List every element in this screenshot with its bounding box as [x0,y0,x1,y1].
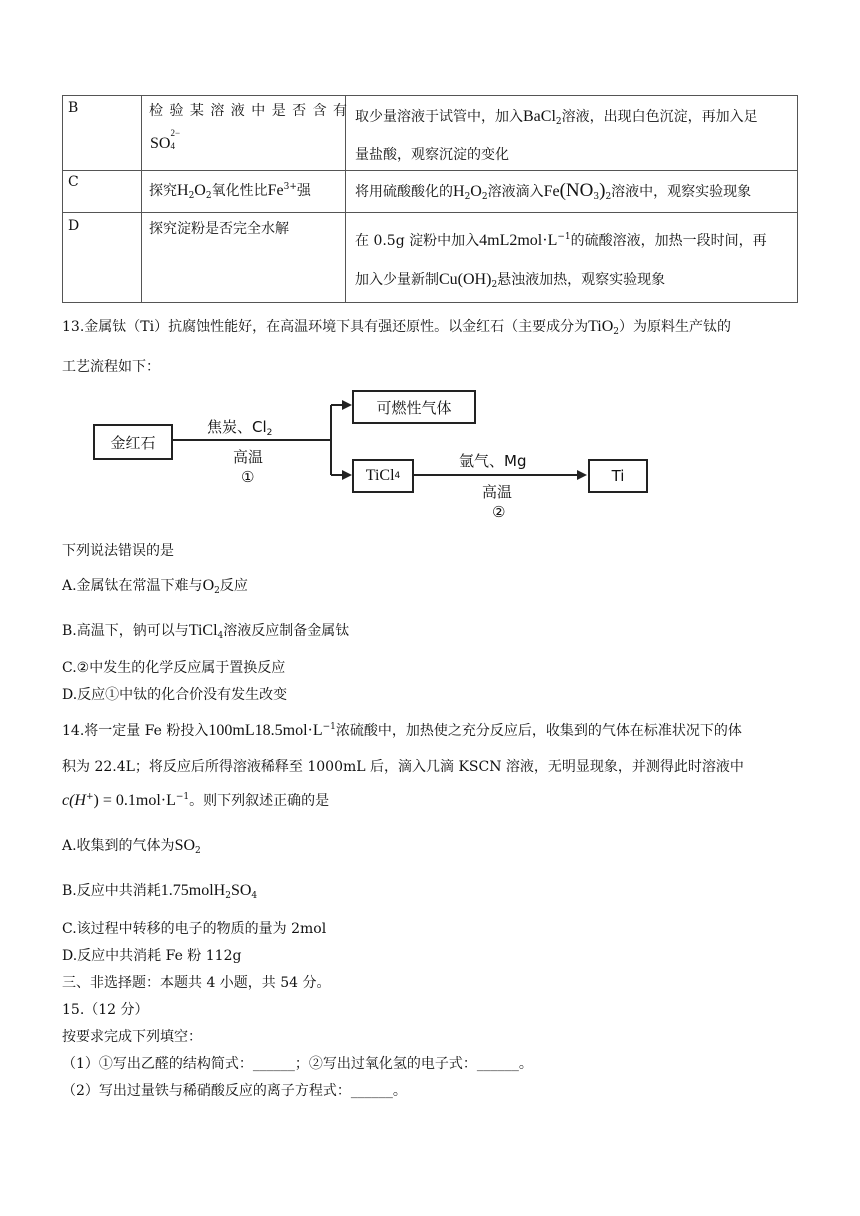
flow-arrows [0,0,860,560]
q14-option-a: A.收集到的气体为$SO_2$ [62,837,201,856]
q13-option-b: B.高温下，钠可以与TiCl$_4$溶液反应制备金属钛 [62,622,350,641]
q13-option-d: D.反应①中钛的化合价没有发生改变 [62,687,288,703]
q13-option-c: C.②中发生的化学反应属于置换反应 [62,660,286,676]
q14-option-c: C.该过程中转移的电子的物质的量为 2mol [62,921,327,937]
flow-box-rutile: 金红石 [93,424,173,460]
flow-step2-reagents: 氩气、Mg [459,452,527,470]
q15-part1: （1）①写出乙醛的结构简式：______；②写出过氧化氢的电子式：______。 [62,1056,533,1072]
row-d-method-line1: 在 0.5g 淀粉中加入$4mL2mol\cdot L^{-1}$的硫酸溶液，加热一段时间，再 [355,232,767,249]
flow-step2-number: ② [492,503,506,521]
section-3-heading: 三、非选择题：本题共 4 小题，共 54 分。 [62,975,331,991]
q13-prompt: 下列说法错误的是 [62,543,174,559]
row-d-label: D [68,218,80,234]
flow-box-ticl4: TiCl 4 [352,459,414,493]
row-c-label: C [68,174,79,190]
row-b-purpose: 检 验 某 溶 液 中 是 否 含 有 [149,103,349,119]
row-b-method-line2: 量盐酸，观察沉淀的变化 [355,147,509,163]
q14-stem-line1: 14.将一定量 Fe 粉投入$100mL18.5mol\cdot L^{-1}$浓硫酸中，加热使之充分反应后，收集到的气体在标准状况下的体 [62,722,742,739]
q14-option-b: B.反应中共消耗$1.75molH_2SO_4$ [62,882,258,901]
row-c-method: 将用硫酸酸化的$H_2O_2$溶液滴入$Fe(NO_3)_2$溶液中，观察实验现象 [355,180,752,202]
flow-box-ti: Ti [588,459,648,493]
flow-step2-condition: 高温 [482,483,513,501]
row-c-purpose: 探究$H_2O_2$氧化性比$Fe^{3+}$强 [149,182,311,201]
flow-box-combustible-gas: 可燃性气体 [352,390,476,424]
flow-step1-number: ① [241,468,255,486]
q14-option-d: D.反应中共消耗 Fe 粉 112g [62,948,242,964]
q15-title: 15.（12 分） [62,1002,149,1018]
row-b-purpose-formula: SO 2− 4 [150,128,181,152]
row-d-method-line2: 加入少量新制$Cu(OH)_2$悬浊液加热，观察实验现象 [355,271,666,290]
row-b-method-line1: 取少量溶液于试管中，加入BaCl$_2$溶液，出现白色沉淀，再加入足 [355,108,758,127]
q13-option-a: A.金属钛在常温下难与$O_2$反应 [62,577,248,596]
q13-stem-line1: 13.金属钛（Ti）抗腐蚀性能好，在高温环境下具有强还原性。以金红石（主要成分为TiO$_2$）为原料生产钛的 [62,318,732,337]
q15-intro: 按要求完成下列填空： [62,1029,202,1045]
flow-step1-condition: 高温 [233,448,264,466]
q15-part2: （2）写出过量铁与稀硝酸反应的离子方程式：______。 [62,1083,407,1099]
q14-stem-line2: 积为 22.4L；将反应后所得溶液稀释至 1000mL 后，滴入几滴 KSCN 溶液，无明显现象，并测得此时溶液中 [62,759,744,775]
row-d-purpose: 探究淀粉是否完全水解 [149,221,289,237]
row-b-label: B [68,100,79,116]
q13-stem-line2: 工艺流程如下： [62,359,160,375]
q14-stem-line3: $c(H^+) = 0.1mol\cdot L^{-1}$。则下列叙述正确的是 [62,792,330,809]
flow-step1-reagents: 焦炭、$Cl_2$ [207,418,273,438]
